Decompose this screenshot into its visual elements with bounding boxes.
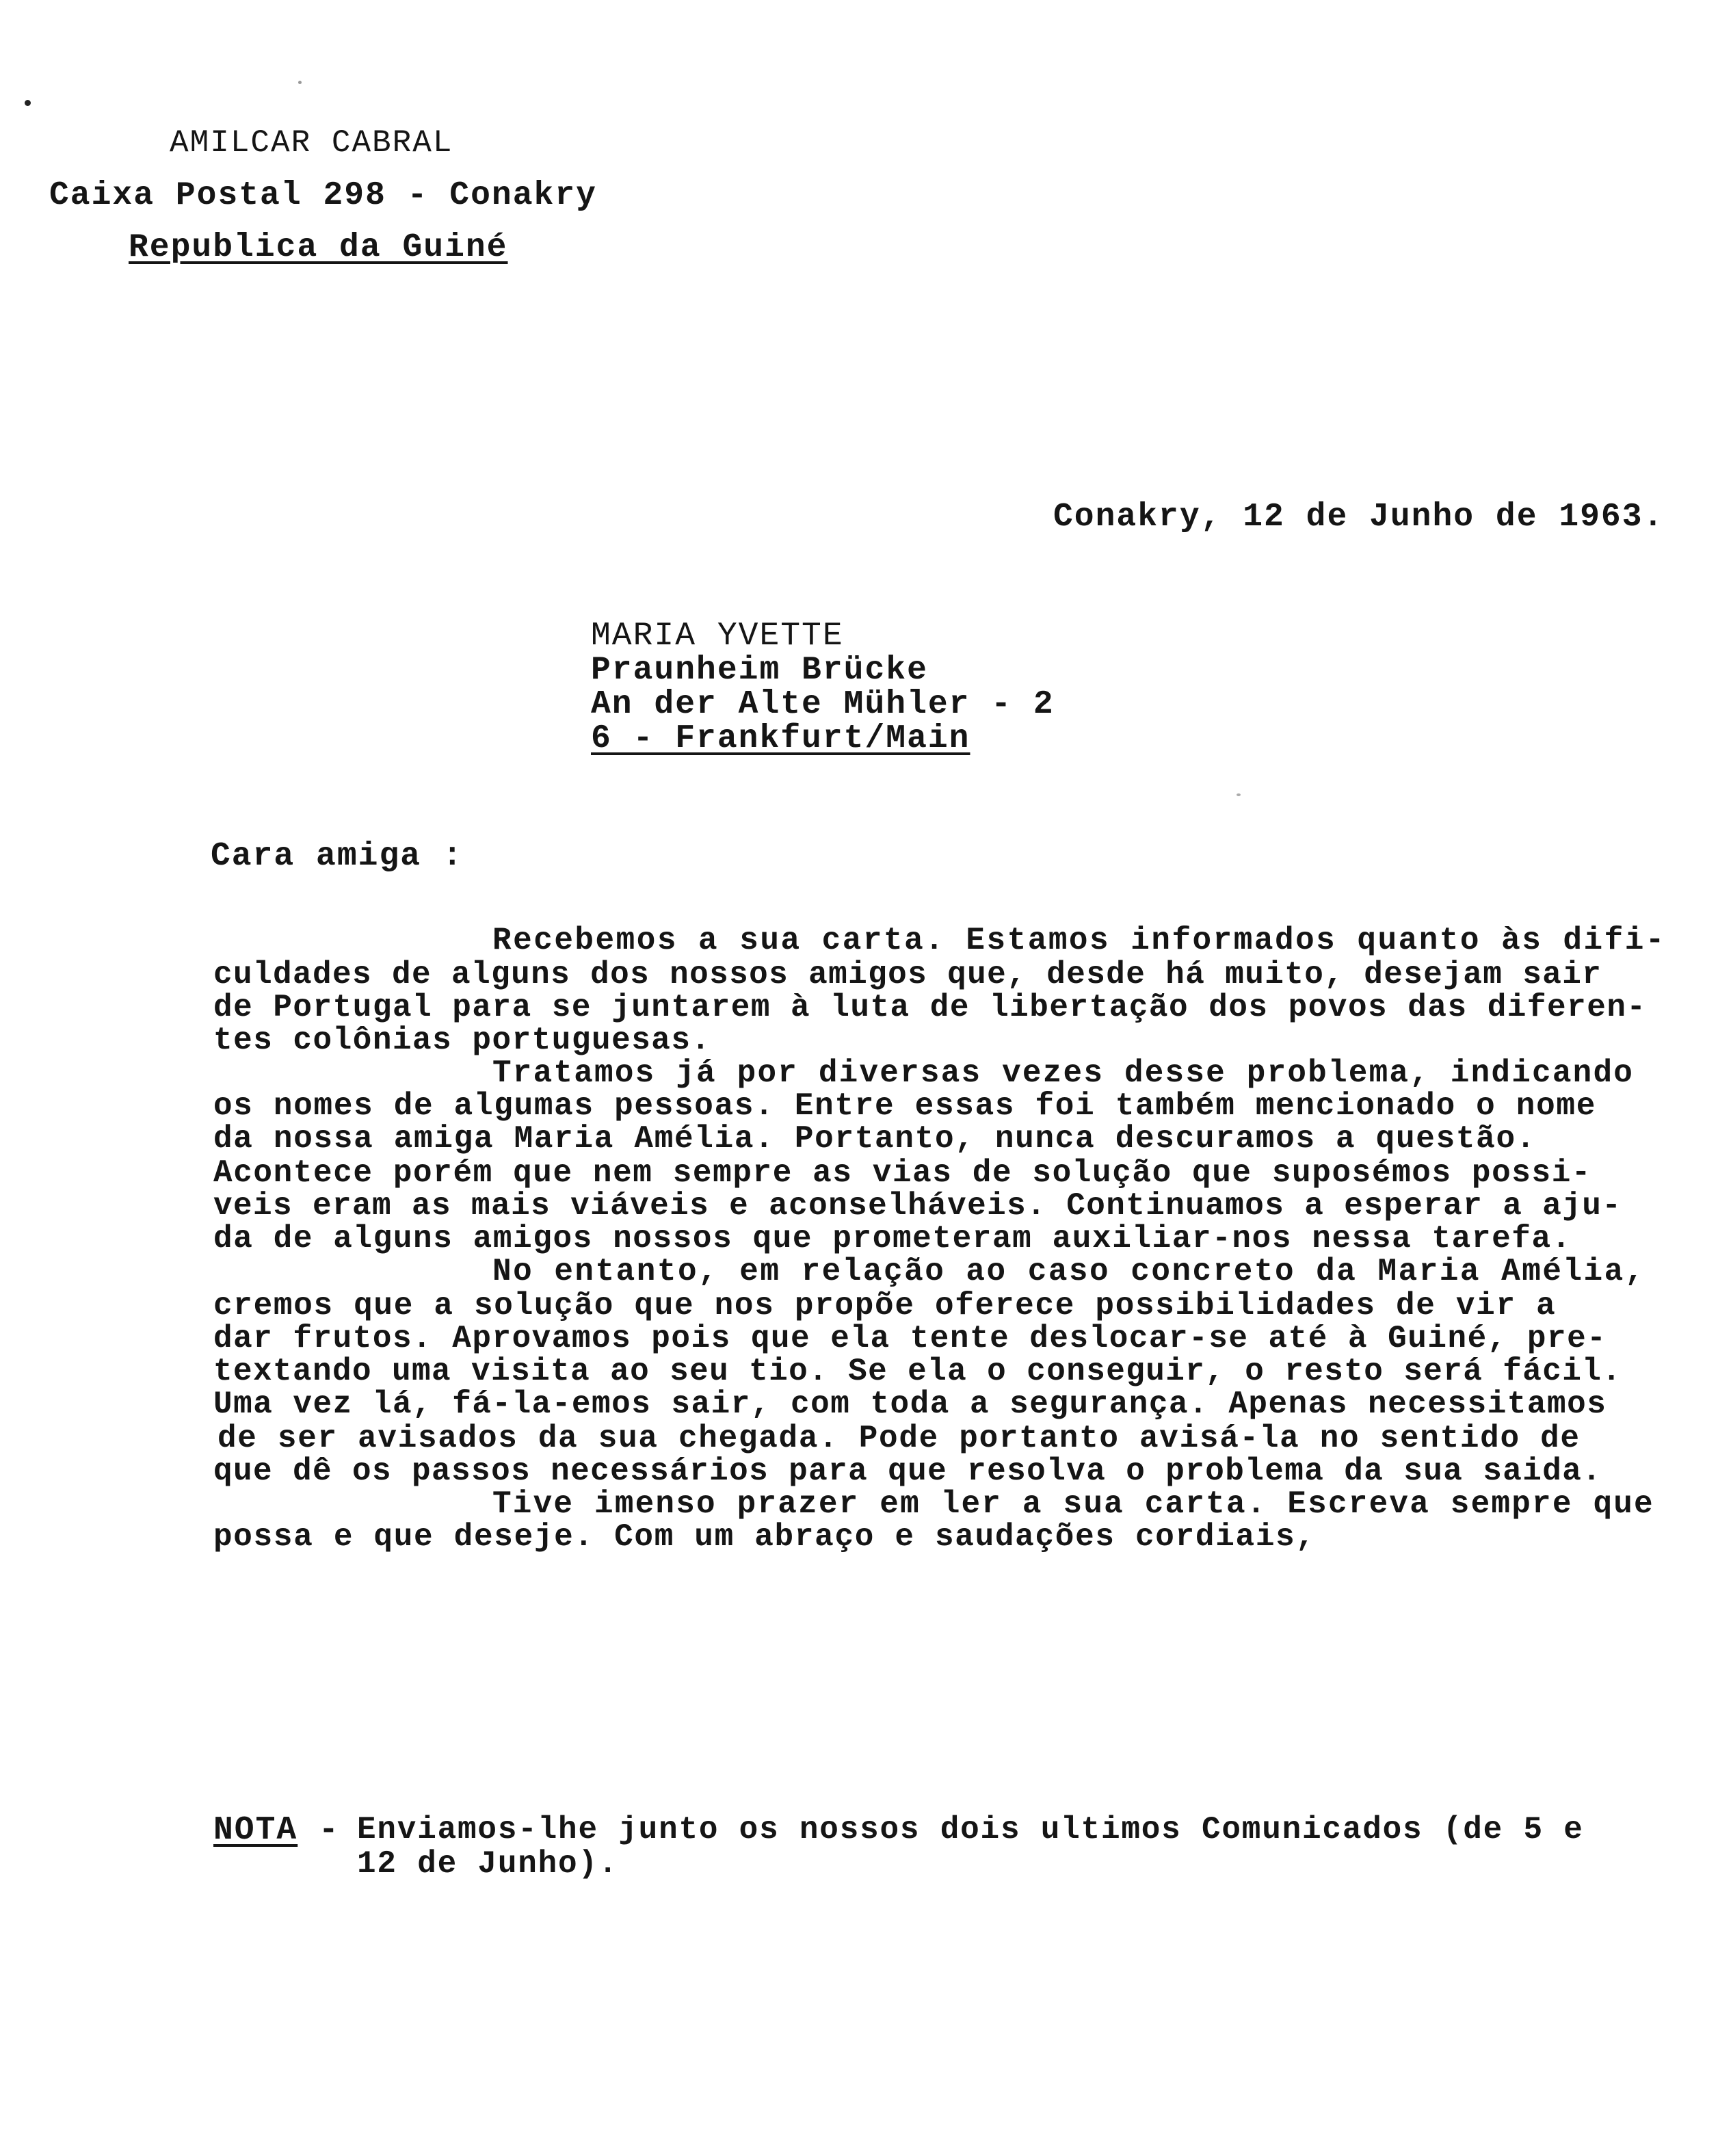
- note-line-1: Enviamos-lhe junto os nossos dois ultimos Comunicados (de 5 e: [357, 1812, 1584, 1848]
- ink-speck: [1237, 793, 1241, 796]
- body-line: Acontece porém que nem sempre as vias de solução que suposémos possi-: [213, 1155, 1592, 1191]
- body-line: cremos que a solução que nos propõe oferece possibilidades de vir a: [213, 1288, 1557, 1324]
- sender-address: Caixa Postal 298 - Conakry: [49, 177, 597, 214]
- body-line: de Portugal para se juntarem à luta de libertação dos povos das diferen-: [213, 990, 1647, 1025]
- note-line-2: 12 de Junho).: [357, 1846, 619, 1882]
- note-label: NOTA: [213, 1812, 298, 1849]
- body-line: Tive imenso prazer em ler a sua carta. Escreva sempre que: [492, 1486, 1654, 1522]
- body-line: possa e que deseje. Com um abraço e saudações cordiais,: [213, 1519, 1316, 1555]
- recipient-line-1: Praunheim Brücke: [591, 652, 928, 689]
- body-line: tes colônias portuguesas.: [213, 1023, 711, 1058]
- body-line: No entanto, em relação ao caso concreto da Maria Amélia,: [492, 1254, 1646, 1289]
- note-dash: -: [319, 1812, 340, 1849]
- body-line: que dê os passos necessários para que resolva o problema da sua saida.: [213, 1454, 1602, 1489]
- ink-speck: [298, 81, 302, 84]
- sender-country: Republica da Guiné: [129, 229, 508, 266]
- body-line: de ser avisados da sua chegada. Pode portanto avisá-la no sentido de: [217, 1421, 1581, 1456]
- recipient-name: MARIA YVETTE: [591, 618, 844, 655]
- body-line: Tratamos já por diversas vezes desse problema, indicando: [492, 1055, 1635, 1091]
- ink-speck: [25, 100, 31, 106]
- date-line: Conakry, 12 de Junho de 1963.: [1053, 499, 1665, 536]
- body-line: veis eram as mais viáveis e aconselháveis. Continuamos a esperar a aju-: [213, 1188, 1622, 1224]
- body-line: da nossa amiga Maria Amélia. Portanto, nunca descuramos a questão.: [213, 1121, 1537, 1157]
- recipient-line-3: 6 - Frankfurt/Main: [591, 720, 970, 757]
- body-line: os nomes de algumas pessoas. Entre essas foi também mencionado o nome: [213, 1088, 1597, 1124]
- salutation: Cara amiga :: [211, 838, 464, 875]
- recipient-line-2: An der Alte Mühler - 2: [591, 686, 1055, 723]
- body-line: da de alguns amigos nossos que prometeram auxiliar-nos nessa tarefa.: [213, 1221, 1572, 1257]
- body-line: textando uma visita ao seu tio. Se ela o conseguir, o resto será fácil.: [213, 1354, 1622, 1389]
- body-line: Uma vez lá, fá-la-emos sair, com toda a segurança. Apenas necessitamos: [213, 1386, 1607, 1422]
- sender-name: AMILCAR CABRAL: [170, 125, 453, 161]
- body-line: dar frutos. Aprovamos pois que ela tente deslocar-se até à Guiné, pre-: [213, 1321, 1607, 1356]
- body-line: culdades de alguns dos nossos amigos que, desde há muito, desejam sair: [213, 957, 1602, 992]
- body-line: Recebemos a sua carta. Estamos informados quanto às difi-: [492, 923, 1666, 958]
